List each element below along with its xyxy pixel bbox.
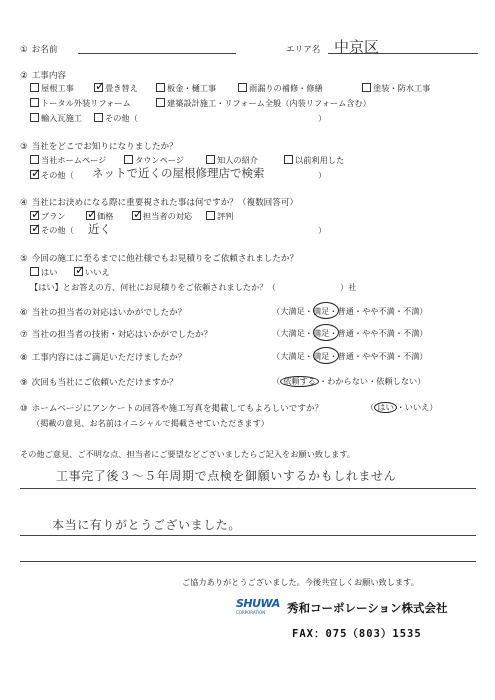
- q2-option-8[interactable]: [94, 113, 138, 124]
- q10-label: ホームページにアンケートの回答や施工写真を掲載してもよろしいですか？: [31, 404, 324, 414]
- option-label: その他（: [41, 225, 74, 235]
- option-label: 畳き替え: [105, 83, 138, 93]
- comment-rule-3: [20, 561, 476, 562]
- option-label: 屋根工事: [41, 83, 74, 93]
- checkbox[interactable]: [30, 113, 39, 122]
- q10-number: ⑩: [20, 404, 28, 414]
- checkmark-icon: ✓: [31, 221, 42, 235]
- comment-rule-2: [20, 535, 476, 536]
- q2-option-1[interactable]: [94, 79, 138, 94]
- logo-subtext: CORPORATION: [236, 610, 266, 615]
- checkbox[interactable]: [30, 166, 42, 180]
- option-label: 輸入瓦施工: [41, 113, 82, 123]
- logo-text: SHUWA: [236, 597, 280, 610]
- checkbox[interactable]: [362, 83, 371, 92]
- q3-other-close: ）: [318, 170, 327, 180]
- q9-row: [20, 376, 178, 388]
- q4-option-3[interactable]: [206, 211, 233, 222]
- q8-selected-circle: [313, 347, 339, 364]
- checkbox[interactable]: [206, 211, 215, 220]
- q4-number: ④: [20, 198, 28, 208]
- q5-followup: 【はい】とお答えの方、何社にお見積りをご依頼されましたか？（: [30, 282, 276, 292]
- q2-option-4[interactable]: [362, 83, 430, 94]
- q5-row: [20, 252, 298, 264]
- option-label: 評判: [217, 211, 234, 221]
- q10-note: （掲載の意見、お名前はイニシャルで掲載させていただきます）: [32, 418, 269, 428]
- option-label: 価格: [97, 211, 114, 221]
- checkbox[interactable]: [30, 221, 42, 235]
- option-label: プラン: [41, 211, 66, 221]
- q9-label: 次回も当社にご依頼いただけますか？: [31, 378, 178, 388]
- q7-label: 当社の担当者の技術・対応はいかがでしたか？: [31, 330, 213, 340]
- q1-row: [20, 43, 57, 55]
- option-label: 塗装・防水工事: [373, 83, 431, 93]
- option-label: 建築設計施工・リフォーム全般（内装リフォーム含む）: [167, 98, 371, 108]
- paren-open: （: [272, 376, 281, 386]
- area-label: エリア名: [286, 45, 321, 55]
- option-label: タウンページ: [135, 155, 184, 165]
- checkbox[interactable]: [132, 207, 144, 221]
- q3-number: ③: [20, 142, 28, 152]
- option-label: 雨漏りの補修・修繕: [249, 83, 323, 93]
- option-label: 板金・樋工事: [167, 83, 217, 93]
- q10-scale-rest: ・いいえ）: [396, 402, 438, 412]
- footer-thanks: ご協力ありがとうございました。今後共宜しくお願い致します。: [182, 577, 419, 587]
- checkbox[interactable]: [206, 155, 215, 164]
- checkmark-icon: ✓: [31, 166, 42, 180]
- name-field[interactable]: [78, 53, 236, 54]
- q2-option-2[interactable]: [156, 83, 216, 94]
- q1-label: お名前: [31, 45, 58, 55]
- q2-option-0[interactable]: [30, 83, 74, 94]
- option-label: はい: [41, 267, 58, 277]
- checkbox[interactable]: [30, 267, 39, 276]
- q2-option-7[interactable]: [30, 113, 82, 124]
- q8-row: [20, 351, 186, 363]
- q4-other-value[interactable]: 近く: [88, 222, 111, 236]
- q4-other-close: ）: [318, 225, 327, 235]
- comment-line-1[interactable]: 工事完了後３〜５年周期で点検を御願いするかもしれません: [56, 469, 397, 483]
- checkmark-icon: ✓: [95, 79, 106, 93]
- comment-line-2[interactable]: 本当に有りがとうございました。: [52, 518, 242, 532]
- q2-row: [20, 69, 66, 81]
- checkbox[interactable]: [156, 98, 165, 107]
- option-label: その他（: [41, 170, 74, 180]
- q7-row: [20, 328, 212, 340]
- q9-number: ⑨: [20, 378, 28, 388]
- q7-number: ⑦: [20, 330, 28, 340]
- q4-row: [20, 196, 298, 208]
- checkbox[interactable]: [284, 155, 293, 164]
- q8-label: 工事内容にはご満足いただけましたか？: [31, 353, 187, 363]
- option-label: 知人の紹介: [217, 155, 258, 165]
- q5-followup-end: ）社: [340, 282, 357, 292]
- comments-label: その他ご意見、ご不明な点、担当者にご要望などございましたらご記入をお願い致します。: [20, 449, 356, 459]
- q6-number: ⑥: [20, 308, 28, 318]
- q2-other-close: ）: [318, 113, 327, 123]
- checkbox[interactable]: [30, 98, 39, 107]
- option-label: いいえ: [85, 267, 110, 277]
- q9-scale-rest: ・わからない・依頼しない）: [318, 376, 426, 386]
- q2-number: ②: [20, 71, 28, 81]
- q2-label: 工事内容: [31, 71, 67, 81]
- q6-selected-circle: [313, 302, 339, 319]
- checkbox[interactable]: [30, 207, 42, 221]
- q3-other-value[interactable]: ネットで近くの屋根修理店で検索: [92, 166, 265, 180]
- q6-label: 当社の担当者の対応はいかがでしたか？: [31, 308, 187, 318]
- checkbox[interactable]: [30, 155, 39, 164]
- q3-row: [20, 140, 178, 152]
- q3-option-3[interactable]: [284, 155, 344, 166]
- q10-row: [20, 402, 323, 414]
- shuwa-logo: [236, 598, 284, 618]
- q7-selected-circle: [313, 324, 339, 341]
- q6-scale[interactable]: （大満足・満足・普通・やや不満・不満）: [272, 306, 428, 316]
- option-label: 当社ホームページ: [41, 155, 107, 165]
- q9-selected[interactable]: 依頼する: [280, 376, 319, 387]
- area-field: [328, 53, 478, 54]
- checkmark-icon: ✓: [31, 207, 42, 221]
- q6-row: [20, 306, 186, 318]
- q1-number: ①: [20, 45, 28, 55]
- checkbox[interactable]: [94, 113, 103, 122]
- q8-scale[interactable]: （大満足・満足・普通・やや不満・不満）: [272, 351, 428, 361]
- q2-option-3[interactable]: [238, 83, 323, 94]
- checkbox[interactable]: [156, 83, 165, 92]
- q9-scale[interactable]: [272, 376, 425, 387]
- option-label: 担当者の対応: [143, 211, 193, 221]
- fax-number: FAX：075（803）1535: [292, 628, 422, 640]
- option-label: その他（: [105, 113, 138, 123]
- checkbox[interactable]: [238, 83, 247, 92]
- q5-no[interactable]: [74, 263, 110, 278]
- checkmark-icon: ✓: [133, 207, 144, 221]
- q3-other[interactable]: [30, 166, 74, 181]
- q5-label: 今回の施工に至るまでに他社様でもお見積りをご依頼されましたか？: [31, 254, 299, 264]
- checkmark-icon: ✓: [75, 263, 86, 277]
- q2-option-5[interactable]: [30, 98, 131, 109]
- checkbox[interactable]: [94, 79, 106, 93]
- q2-option-6[interactable]: [156, 98, 371, 109]
- q10-scale[interactable]: [366, 402, 438, 413]
- q4-other[interactable]: [30, 221, 74, 236]
- checkbox[interactable]: [124, 155, 133, 164]
- company-name: 秀和コーポレーション株式会社: [287, 601, 448, 615]
- paren-open: （: [366, 402, 375, 412]
- checkmark-icon: ✓: [87, 207, 98, 221]
- q8-number: ⑧: [20, 353, 28, 363]
- checkbox[interactable]: [74, 263, 86, 277]
- option-label: トータル外装リフォーム: [41, 98, 131, 108]
- q7-scale[interactable]: （大満足・満足・普通・やや不満・不満）: [272, 328, 428, 338]
- q4-label: 当社にお決めになる際に重要視された事は何ですか？（複数回答可）: [31, 198, 299, 208]
- q3-label: 当社をどこでお知りになりましたか？: [31, 142, 178, 152]
- q5-number: ⑤: [20, 254, 28, 264]
- q10-selected[interactable]: はい: [374, 402, 396, 413]
- area-value[interactable]: 中京区: [334, 38, 380, 56]
- checkbox[interactable]: [30, 83, 39, 92]
- q5-yes[interactable]: [30, 267, 57, 278]
- option-label: 以前利用した: [295, 155, 345, 165]
- checkbox[interactable]: [86, 207, 98, 221]
- comment-rule-1: [20, 488, 476, 489]
- q4-option-2[interactable]: [132, 207, 193, 222]
